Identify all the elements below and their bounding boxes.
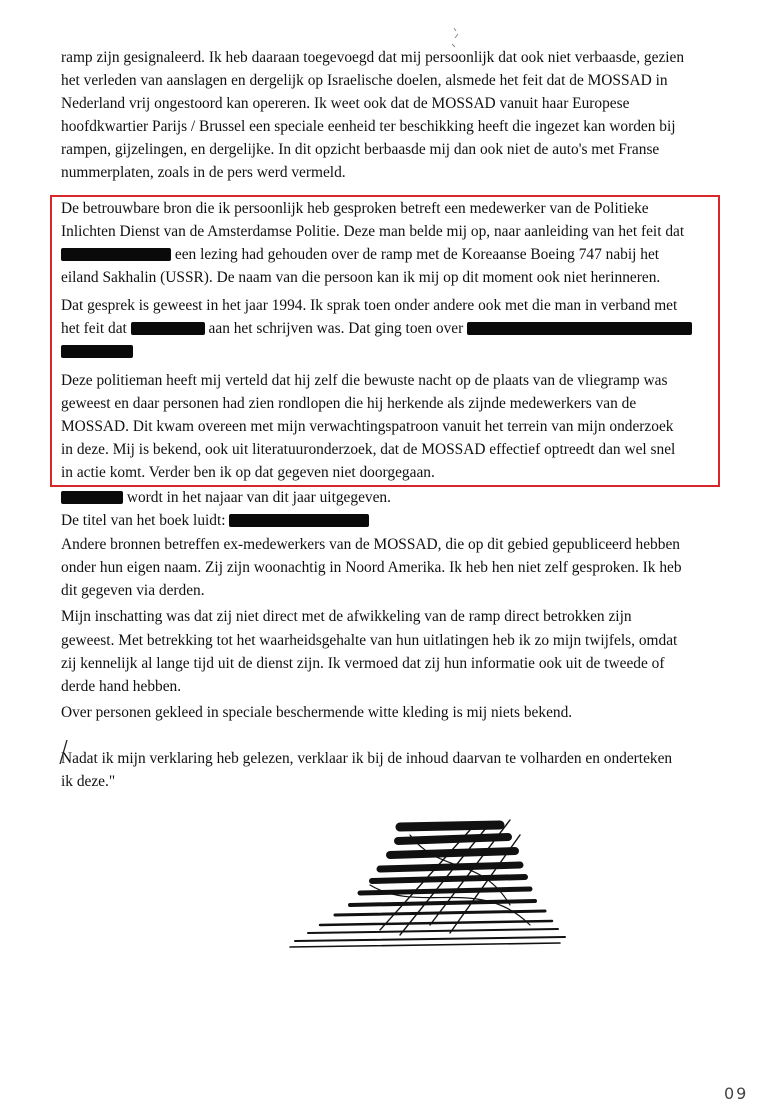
- text-fragment: het feit dat: [61, 320, 127, 337]
- text-line: Deze politieman heeft mij verteld dat hij zelf die bewuste nacht op de plaats van de vliegramp was: [61, 372, 668, 389]
- text-line: ramp zijn gesignaleerd. Ik heb daaraan toegevoegd dat mij persoonlijk dat ook niet verbaasde, gezien: [61, 49, 685, 66]
- text-fragment: een lezing had gehouden over de ramp met de Koreaanse Boeing 747 nabij het: [174, 246, 660, 263]
- text-line: [61, 246, 659, 264]
- redaction-bar: [131, 322, 205, 335]
- text-line: Nederland vrij ongestoord kan opereren. Ik weet ook dat de MOSSAD vanuit haar Europese: [61, 95, 630, 112]
- text-line: ik deze.": [61, 773, 116, 790]
- text-line: Andere bronnen betreffen ex-medewerkers van de MOSSAD, die op dit gebied gepubliceerd hebben: [61, 536, 680, 553]
- redaction-bar: [61, 248, 171, 261]
- text-line: De betrouwbare bron die ik persoonlijk heb gesproken betreft een medewerker van de Politieke: [61, 200, 649, 217]
- text-line: geweest en daar personen had zien rondlopen die hij herkende als zijnde medewerkers van de: [61, 395, 637, 412]
- text-line: eiland Sakhalin (USSR). De naam van die persoon kan ik mij op dit moment ook niet herinneren.: [61, 269, 661, 286]
- redacted-signature: [280, 815, 570, 955]
- redaction-bar: [61, 345, 133, 358]
- text-line: [61, 320, 692, 338]
- text-line: Dat gesprek is geweest in het jaar 1994. Ik sprak toen onder andere ook met die man in verband met: [61, 297, 678, 314]
- text-line: in actie komt. Verder ben ik op dat gegeven niet doorgegaan.: [61, 464, 435, 481]
- text-line: nummerplaten, zoals in de pers werd vermeld.: [61, 164, 346, 181]
- redaction-bar: [61, 491, 123, 504]
- text-line: geweest. Met betrekking tot het waarheidsgehalte van hun uitlatingen heb ik zo mijn twijfels, omdat: [61, 632, 678, 649]
- text-line: het verleden van aanslagen en dergelijk op Israelische doelen, alsmede het feit dat de MOSSAD in: [61, 72, 668, 89]
- text-fragment: De titel van het boek luidt:: [61, 512, 226, 529]
- text-line: Nadat ik mijn verklaring heb gelezen, verklaar ik bij de inhoud daarvan te volharden en onderteken: [61, 750, 673, 767]
- text-line: [61, 512, 369, 530]
- redaction-bar: [229, 514, 369, 527]
- text-line: Over personen gekleed in speciale beschermende witte kleding is mij niets bekend.: [61, 704, 573, 721]
- text-line: [61, 489, 391, 507]
- text-line: dit gegeven via derden.: [61, 582, 205, 599]
- redaction-bar: [467, 322, 692, 335]
- text-line: onder hun eigen naam. Zij zijn woonachtig in Noord Amerika. Ik heb hen niet zelf gesproken. Ik heb: [61, 559, 682, 576]
- text-line: zij kennelijk al lange tijd uit de dienst zijn. Ik vermoed dat zij hun informatie ook uit de tweede of: [61, 655, 665, 672]
- text-line: MOSSAD. Dit kwam overeen met mijn verwachtingspatroon vanuit het terrein van mijn onderzoek: [61, 418, 674, 435]
- text-line: Mijn inschatting was dat zij niet direct met de afwikkeling van de ramp direct betrokken zijn: [61, 608, 632, 625]
- text-line: Inlichten Dienst van de Amsterdamse Politie. Deze man belde mij op, naar aanleiding van het feit dat: [61, 223, 685, 240]
- text-fragment: wordt in het najaar van dit jaar uitgegeven.: [126, 489, 391, 506]
- text-line: in deze. Mij is bekend, ook uit literatuuronderzoek, dat de MOSSAD effectief optreedt dan wel snel: [61, 441, 676, 458]
- text-fragment: aan het schrijven was. Dat ging toen over: [208, 320, 464, 337]
- text-line: [61, 343, 133, 361]
- text-line: hoofdkwartier Parijs / Brussel een speciale eenheid ter beschikking heeft die ingezet kan worden bij: [61, 118, 676, 135]
- text-line: rampen, gijzelingen, en dergelijke. In dit opzicht berbaasde mij dan ook niet de auto's met Franse: [61, 141, 660, 158]
- page-number: 09: [724, 1084, 749, 1103]
- text-line: derde hand hebben.: [61, 678, 182, 695]
